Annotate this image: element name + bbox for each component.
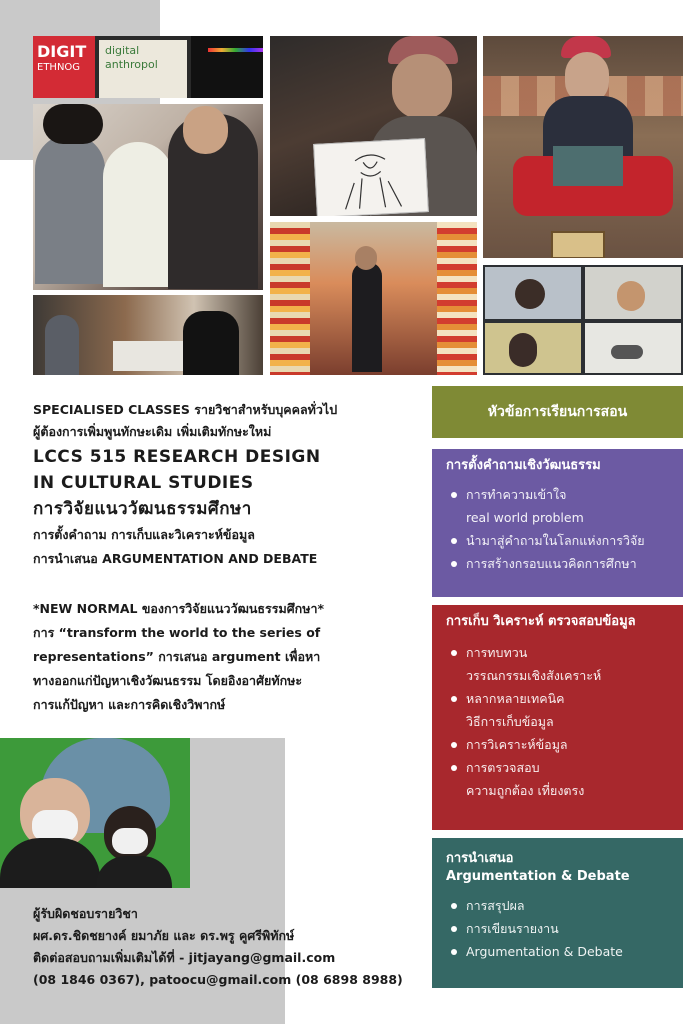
book-title-1: DIGIT	[37, 42, 87, 61]
course-code: LCCS 515 RESEARCH DESIGN	[33, 447, 321, 467]
bullet-icon	[451, 538, 457, 544]
bullet-icon	[451, 650, 457, 656]
list-item: การตรวจสอบ ความถูกต้อง เที่ยงตรง	[448, 756, 683, 802]
new-normal-line-3: representations” การเสนอ argument เพื่อหา	[33, 649, 321, 664]
course-name-th: การวิจัยแนววัฒนธรรมศึกษา	[33, 499, 252, 519]
sketch-drawing-icon	[314, 139, 428, 216]
photo-elder-sketch	[270, 36, 477, 216]
list-item: หลากหลายเทคนิค วิธีการเก็บข้อมูล	[448, 687, 683, 733]
contact-line-4: (08 1846 0367), patoocu@gmail.com (08 6898 8988)	[33, 972, 403, 987]
panel-data-collection-title: การเก็บ วิเคราะห์ ตรวจสอบข้อมูล	[446, 614, 636, 629]
book-title-2: ETHNOG	[37, 62, 81, 73]
bullet-icon	[451, 696, 457, 702]
topics-header-title: หัวข้อการเรียนการสอน	[487, 404, 628, 420]
list-item: การสรุปผล	[448, 894, 683, 917]
bullet-icon	[451, 492, 457, 498]
new-normal-line-2: การ “transform the world to the series of	[33, 625, 321, 640]
bullet-icon	[451, 903, 457, 909]
intro-line-2: ผู้ต้องการเพิ่มพูนทักษะเดิม เพิ่มเติมทักษะใหม่	[33, 424, 272, 439]
list-item: การทำความเข้าใจ real world problem	[448, 483, 683, 529]
new-normal-line-1: *NEW NORMAL ของการวิจัยแนววัฒนธรรมศึกษา*	[33, 601, 325, 616]
photo-books	[33, 36, 263, 98]
bullet-icon	[451, 561, 457, 567]
panel-presentation-subtitle: Argumentation & Debate	[446, 869, 630, 884]
photo-market-street	[270, 222, 477, 375]
list-item: การเขียนรายงาน	[448, 917, 683, 940]
panel-questions	[432, 449, 683, 597]
photo-video-call	[483, 265, 683, 375]
intro-line-3: การตั้งคำถาม การเก็บและวิเคราะห์ข้อมูล	[33, 527, 255, 542]
panel-presentation	[432, 838, 683, 988]
book-title-4: anthropol	[105, 58, 158, 71]
panel-questions-title: การตั้งคำถามเชิงวัฒนธรรม	[446, 458, 601, 473]
contact-line-2: ผศ.ดร.ชิดชยางค์ ยมาภัย และ ดร.พรู คูศรีพิทักษ์	[33, 928, 295, 943]
intro-line-1: SPECIALISED CLASSES รายวิชาสำหรับบุคคลทั่วไป	[33, 402, 338, 417]
contact-block	[33, 903, 433, 991]
bullet-icon	[451, 742, 457, 748]
list-item: นำมาสู่คำถามในโลกแห่งการวิจัย	[448, 529, 683, 552]
call-controls	[611, 345, 643, 359]
panel-data-collection	[432, 605, 683, 830]
list-item: การวิเคราะห์ข้อมูล	[448, 733, 683, 756]
photo-instructors	[0, 738, 190, 888]
topics-header	[432, 386, 683, 438]
photo-classroom-2	[33, 295, 263, 375]
course-name-en: IN CULTURAL STUDIES	[33, 473, 254, 493]
bullet-icon	[451, 765, 457, 771]
photo-classroom	[33, 104, 263, 290]
photo-elder-weaving	[483, 36, 683, 258]
contact-line-3: ติดต่อสอบถามเพิ่มเติมได้ที่ - jitjayang@gmail.com	[33, 950, 336, 965]
bullet-icon	[451, 949, 457, 955]
bullet-icon	[451, 926, 457, 932]
list-item: การทบทวน วรรณกรรมเชิงสังเคราะห์	[448, 641, 683, 687]
sketch-card	[313, 138, 429, 216]
contact-line-1: ผู้รับผิดชอบรายวิชา	[33, 906, 138, 921]
new-normal-line-5: การแก้ปัญหา และการคิดเชิงวิพากษ์	[33, 697, 226, 712]
intro-line-4: การนำเสนอ ARGUMENTATION AND DEBATE	[33, 551, 318, 566]
new-normal-line-4: ทางออกแก่ปัญหาเชิงวัฒนธรรม โดยอิงอาศัยทักษะ	[33, 673, 303, 688]
list-item: Argumentation & Debate	[448, 940, 683, 963]
book-title-3: digital	[105, 44, 140, 57]
list-item: การสร้างกรอบแนวคิดการศึกษา	[448, 552, 683, 575]
panel-presentation-title: การนำเสนอ	[446, 851, 514, 866]
